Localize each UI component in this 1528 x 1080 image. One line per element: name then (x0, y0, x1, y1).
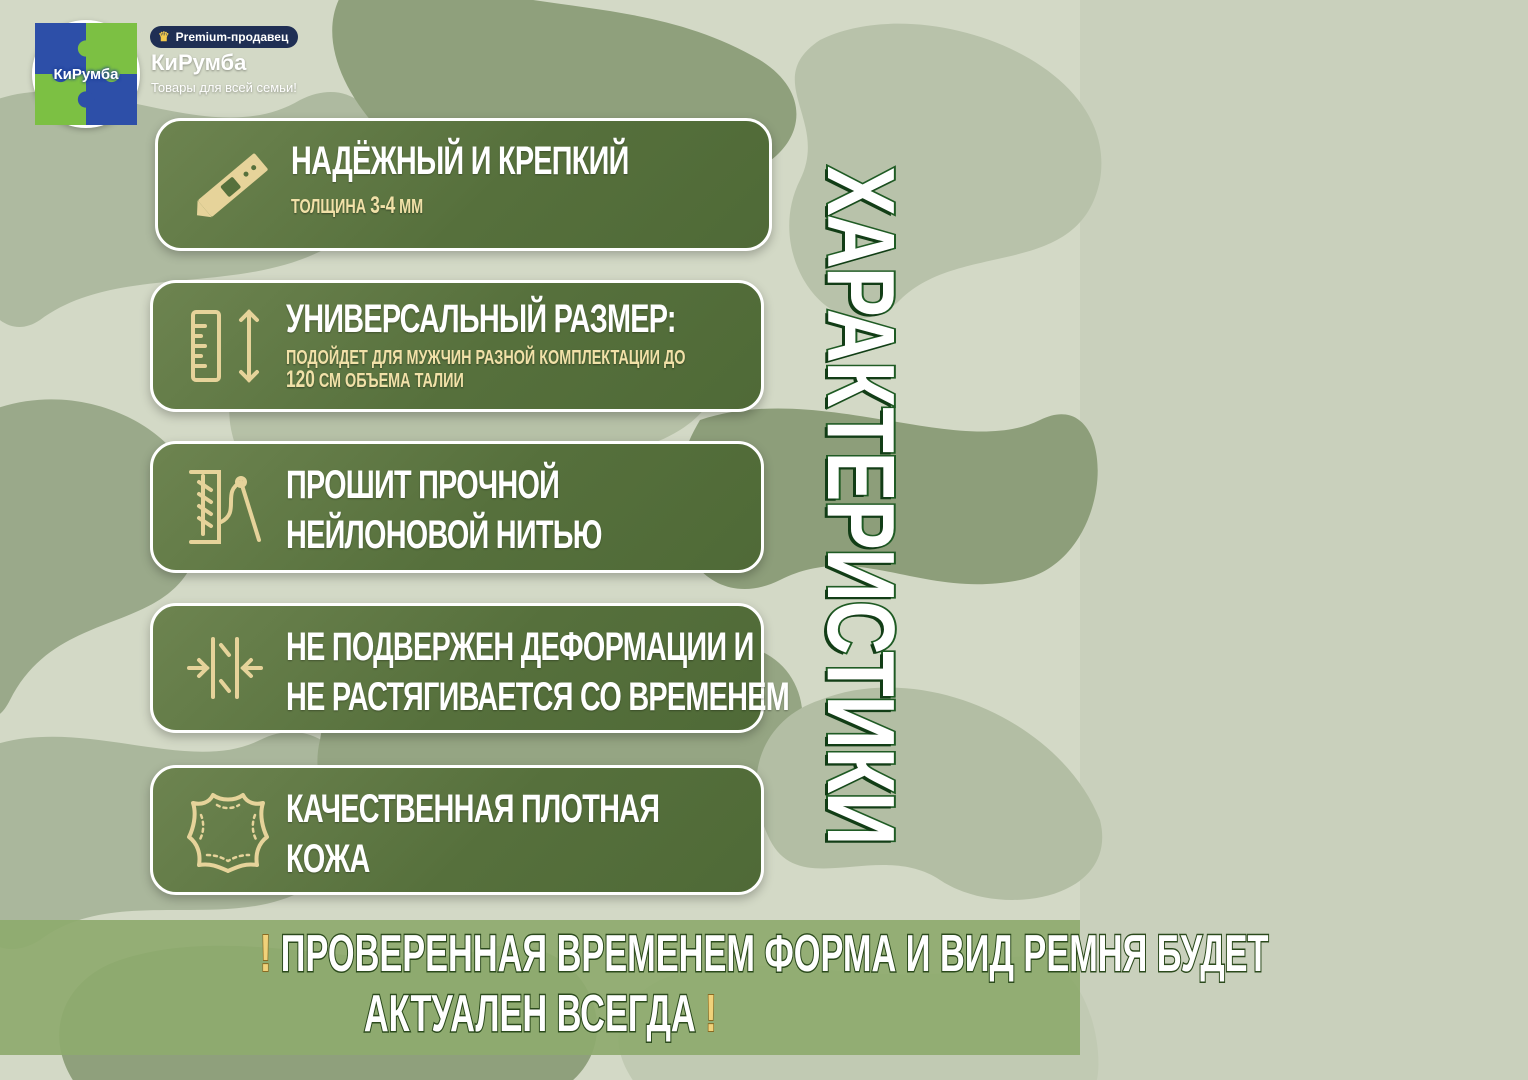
footer-line1-wrap (0, 924, 1269, 984)
side-title: ХАРАКТЕРИСТИКИ (807, 166, 914, 844)
crown-icon: ♛ (158, 29, 170, 44)
footer-line2-wrap (0, 984, 1080, 1044)
logo-text: КиРумба (53, 66, 119, 83)
feature-card-leather (150, 765, 764, 895)
feature-subtitle: ТОЛЩИНА 3-4 ММ (291, 192, 424, 219)
side-title-container (790, 120, 930, 890)
exclamation-icon: ! (704, 985, 717, 1043)
no-stretch-icon (185, 633, 265, 703)
exclamation-icon: ! (259, 925, 272, 983)
feature-title-line2: НЕЙЛОНОВОЙ НИТЬЮ (286, 513, 602, 557)
feature-title-line1: НЕ ПОДВЕРЖЕН ДЕФОРМАЦИИ И (286, 625, 754, 669)
brand-tagline: Товары для всей семьи! (151, 80, 297, 95)
feature-subtitle-line2: 120 СМ ОБЪЕМА ТАЛИИ (286, 366, 464, 393)
footer-banner (0, 920, 1269, 1055)
footer-line1: ПРОВЕРЕННАЯ ВРЕМЕНЕМ ФОРМА И ВИД РЕМНЯ БУДЕТ (280, 925, 1269, 983)
premium-seller-badge (150, 26, 298, 48)
needle-thread-icon (181, 462, 271, 552)
feature-subtitle-line1: ПОДОЙДЕТ ДЛЯ МУЖЧИН РАЗНОЙ КОМПЛЕКТАЦИИ ДО (286, 347, 686, 369)
feature-card-no-deformation (150, 603, 789, 733)
feature-title: УНИВЕРСАЛЬНЫЙ РАЗМЕР: (286, 297, 676, 341)
feature-title: НАДЁЖНЫЙ И КРЕПКИЙ (291, 139, 629, 183)
feature-title-line1: КАЧЕСТВЕННАЯ ПЛОТНАЯ (286, 787, 660, 831)
feature-card-nylon-thread (150, 441, 764, 573)
feature-title-line2: НЕ РАСТЯГИВАЕТСЯ СО ВРЕМЕНЕМ (286, 675, 789, 719)
brand-name[interactable]: КиРумба (151, 50, 247, 75)
premium-label: Premium-продавец (175, 30, 289, 44)
feature-card-universal-size (150, 280, 764, 412)
belt-icon (188, 140, 278, 230)
footer-line2: АКТУАЛЕН ВСЕГДА (363, 985, 696, 1043)
feature-title-line1: ПРОШИТ ПРОЧНОЙ (286, 463, 560, 507)
feature-card-durable (155, 118, 772, 251)
feature-title-line2: КОЖА (286, 837, 370, 881)
brand-logo[interactable] (32, 20, 140, 128)
leather-icon (183, 785, 273, 875)
ruler-icon (185, 306, 275, 386)
